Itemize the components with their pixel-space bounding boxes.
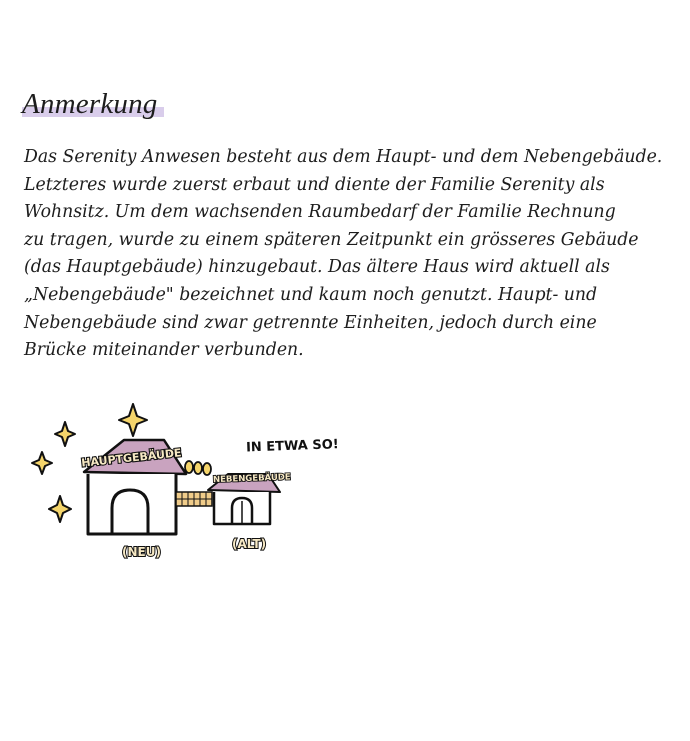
main-house-label: HAUPTGEBÄUDE — [80, 446, 183, 470]
note-line: Das Serenity Anwesen besteht aus dem Haupt- und dem Nebengebäude. — [24, 147, 663, 167]
note-line: zu tragen, wurde zu einem späteren Zeitpunkt ein grösseres Gebäude — [24, 229, 639, 250]
side-house-label: NEBENGEBÄUDE — [212, 472, 291, 486]
note-line: Letzteres wurde zuerst erbaut und diente der Familie Serenity als — [24, 174, 605, 195]
main-house-tag: (NEU) — [122, 545, 161, 559]
sparkle-icon — [119, 404, 147, 436]
note-line: Nebengebäude sind zwar getrennte Einheiten, jedoch durch eine — [24, 312, 597, 333]
sparkle-icon — [32, 452, 52, 474]
sketch-caption: IN ETWA SO! — [245, 437, 339, 456]
note-body — [24, 144, 688, 365]
note-line: (das Hauptgebäude) hinzugebaut. Das ältere Haus wird aktuell als — [24, 257, 610, 278]
side-house-tag: (ALT) — [232, 537, 267, 551]
smoke-icon — [185, 461, 211, 475]
sparkle-icon — [49, 496, 71, 522]
note-line: Wohnsitz. Um dem wachsenden Raumbedarf der Familie Rechnung — [24, 202, 616, 223]
house-sketch — [28, 400, 348, 570]
note-line: Brücke miteinander verbunden. — [24, 340, 304, 361]
note-line: „Nebengebäude" bezeichnet und kaum noch genutzt. Haupt- und — [24, 284, 598, 305]
sparkle-icon — [55, 422, 75, 446]
bridge — [176, 492, 212, 506]
main-house-body — [88, 474, 176, 534]
note-heading: Anmerkung — [22, 88, 164, 121]
